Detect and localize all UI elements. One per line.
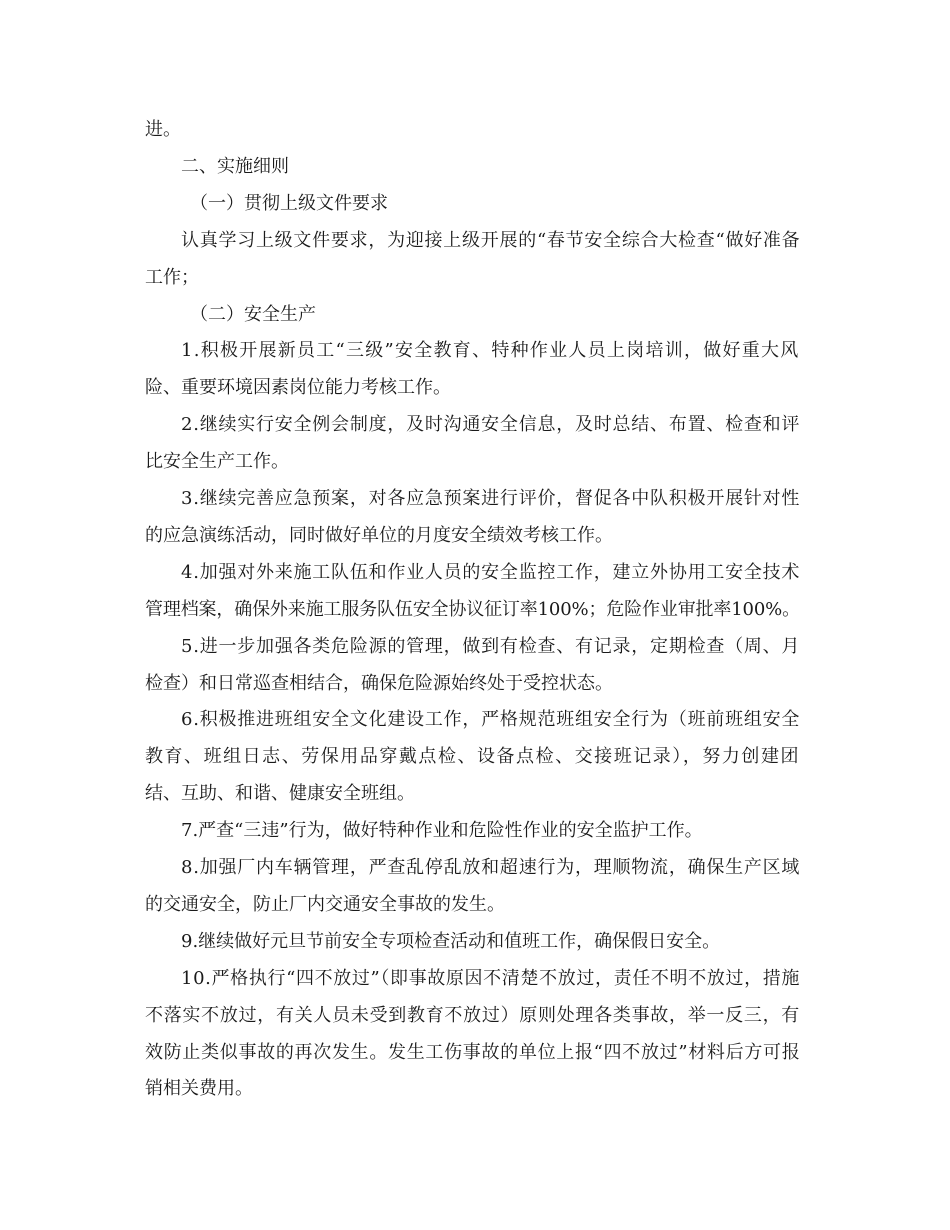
document-line: 结、互助、和谐、健康安全班组。: [145, 783, 415, 805]
document-line: 进。: [145, 119, 181, 140]
document-line: 9.继续做好元旦节前安全专项检查活动和值班工作，确保假日安全。: [181, 930, 721, 952]
document-line: 的交通安全，防止厂内交通安全事故的发生。: [145, 893, 505, 915]
document-line: 6.积极推进班组安全文化建设工作，严格规范班组安全行为（班前班组安全: [181, 709, 801, 731]
document-line: 认真学习上级文件要求，为迎接上级开展的“春节安全综合大检查“做好准备: [181, 229, 801, 251]
document-line: 的应急演练活动，同时做好单位的月度安全绩效考核工作。: [145, 524, 613, 546]
document-line: 比安全生产工作。: [145, 451, 289, 473]
document-line: 效防止类似事故的再次发生。发生工伤事故的单位上报“四不放过”材料后方可报: [145, 1041, 801, 1063]
document-line: 4.加强对外来施工队伍和作业人员的安全监控工作，建立外协用工安全技术: [181, 561, 801, 583]
document-line: 工作；: [145, 266, 199, 288]
document-line: （一）贯彻上级文件要求: [190, 192, 388, 214]
document-line: 管理档案，确保外来施工服务队伍安全协议征订率100%；危险作业审批率100%。: [145, 598, 800, 620]
document-line: （二）安全生产: [190, 303, 316, 325]
document-line: 不落实不放过，有关人员未受到教育不放过）原则处理各类事故，举一反三，有: [145, 1004, 800, 1026]
document-line: 2.继续实行安全例会制度，及时沟通安全信息，及时总结、布置、检查和评: [181, 414, 801, 436]
document-line: 5.进一步加强各类危险源的管理，做到有检查、有记录，定期检查（周、月: [181, 635, 801, 657]
document-line: 1.积极开展新员工“三级”安全教育、特种作业人员上岗培训，做好重大风: [181, 340, 800, 362]
document-line: 险、重要环境因素岗位能力考核工作。: [145, 377, 451, 399]
document-line: 8.加强厂内车辆管理，严查乱停乱放和超速行为，理顺物流，确保生产区域: [181, 857, 801, 878]
document-line: 检查）和日常巡查相结合，确保危险源始终处于受控状态。: [145, 672, 613, 694]
document-line: 教育、班组日志、劳保用品穿戴点检、设备点检、交接班记录），努力创建团: [145, 746, 800, 768]
document-line: 二、实施细则: [181, 155, 289, 177]
document-line: 销相关费用。: [145, 1078, 253, 1100]
document-line: 7.严查“三违”行为，做好特种作业和危险性作业的安全监护工作。: [181, 820, 703, 842]
document-line: 10.严格执行“四不放过”（即事故原因不清楚不放过，责任不明不放过，措施: [181, 967, 801, 989]
document-line: 3.继续完善应急预案，对各应急预案进行评价，督促各中队积极开展针对性: [181, 488, 801, 509]
